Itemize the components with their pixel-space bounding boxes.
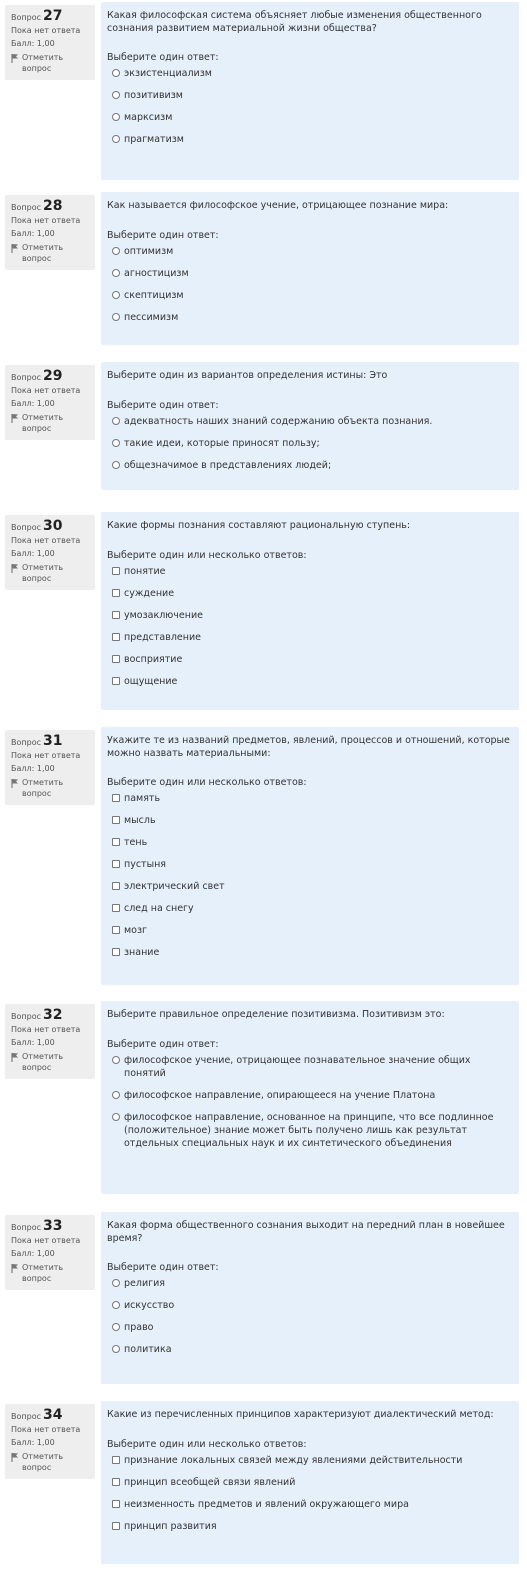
- question-grade: Балл: 1,00: [11, 39, 55, 48]
- answer-radio[interactable]: [112, 291, 120, 299]
- answer-label: понятие: [124, 566, 166, 577]
- answer-option[interactable]: [107, 1089, 511, 1102]
- answer-radio[interactable]: [112, 269, 120, 277]
- answer-checkbox[interactable]: [112, 1500, 120, 1508]
- question-number: 28: [42, 198, 63, 214]
- flag-question-link[interactable]: [11, 52, 90, 74]
- answer-label: философское учение, отрицающее познавательное значение общих понятий: [124, 1055, 471, 1079]
- question-info: [5, 515, 95, 590]
- question-grade: Балл: 1,00: [11, 1249, 55, 1258]
- question-number-row: [11, 1007, 90, 1023]
- answer-radio[interactable]: [112, 1345, 120, 1353]
- answer-option[interactable]: [107, 924, 511, 937]
- answer-radio[interactable]: [112, 439, 120, 447]
- answer-label: религия: [124, 1278, 166, 1289]
- answer-option[interactable]: [107, 459, 511, 472]
- answer-checkbox[interactable]: [112, 1522, 120, 1530]
- question-number-row: [11, 518, 90, 534]
- answer-option[interactable]: [107, 880, 511, 893]
- answer-label: скептицизм: [124, 290, 184, 301]
- answer-list: [107, 245, 511, 324]
- answer-radio[interactable]: [112, 69, 120, 77]
- question-info: [5, 1404, 95, 1479]
- question-block: [0, 362, 527, 490]
- question-info: [5, 365, 95, 440]
- answer-checkbox[interactable]: [112, 633, 120, 641]
- answer-option[interactable]: [107, 792, 511, 805]
- question-number: 32: [42, 1007, 63, 1023]
- answer-list: [107, 1277, 511, 1356]
- flag-label: Отметить вопрос: [22, 1263, 64, 1283]
- flag-label: Отметить вопрос: [22, 243, 64, 263]
- flag-question-link[interactable]: [11, 562, 90, 584]
- answer-label: такие идеи, которые приносят пользу;: [124, 438, 320, 449]
- answer-radio[interactable]: [112, 113, 120, 121]
- answer-option[interactable]: [107, 311, 511, 324]
- flag-icon: [11, 1052, 19, 1062]
- flag-icon: [11, 53, 19, 63]
- answer-label: ощущение: [124, 676, 178, 687]
- question-text: Какие из перечисленных принципов характеризуют диалектический метод:: [107, 1409, 494, 1420]
- answer-option[interactable]: [107, 1343, 511, 1356]
- question-block: [0, 727, 527, 985]
- answer-radio[interactable]: [112, 1323, 120, 1331]
- question-grade: Балл: 1,00: [11, 1438, 55, 1447]
- flag-question-link[interactable]: [11, 1451, 90, 1473]
- answer-checkbox[interactable]: [112, 611, 120, 619]
- question-grade: Балл: 1,00: [11, 549, 55, 558]
- answer-radio[interactable]: [112, 417, 120, 425]
- answer-radio[interactable]: [112, 461, 120, 469]
- question-text: Какие формы познания составляют рациональную ступень:: [107, 520, 411, 531]
- answer-label: электрический свет: [124, 881, 225, 892]
- answer-label: принцип развития: [124, 1521, 217, 1532]
- question-state: Пока нет ответа: [11, 1425, 81, 1434]
- question-content: [101, 1001, 519, 1194]
- flag-label: Отметить вопрос: [22, 778, 64, 798]
- question-number: 27: [42, 8, 63, 24]
- answer-option[interactable]: [107, 609, 511, 622]
- answer-option[interactable]: [107, 67, 511, 80]
- answer-label: экзистенциализм: [124, 68, 212, 79]
- answer-label: мысль: [124, 815, 156, 826]
- question-content: [101, 727, 519, 985]
- question-label: Вопрос: [11, 13, 41, 22]
- answer-option[interactable]: [107, 1454, 511, 1467]
- answer-label: пустыня: [124, 859, 167, 870]
- answer-label: политика: [124, 1344, 172, 1355]
- answer-option[interactable]: [107, 814, 511, 827]
- answer-checkbox[interactable]: [112, 838, 120, 846]
- question-number: 29: [42, 368, 63, 384]
- question-info: [5, 195, 95, 270]
- answer-label: искусство: [124, 1300, 175, 1311]
- question-state: Пока нет ответа: [11, 26, 81, 35]
- flag-question-link[interactable]: [11, 1051, 90, 1073]
- question-state: Пока нет ответа: [11, 536, 81, 545]
- question-number-row: [11, 1407, 90, 1423]
- question-number: 34: [42, 1407, 63, 1423]
- answer-list: [107, 67, 511, 146]
- answer-radio[interactable]: [112, 1056, 120, 1064]
- answer-label: право: [124, 1322, 154, 1333]
- answer-option[interactable]: [107, 111, 511, 124]
- answer-label: марксизм: [124, 112, 173, 123]
- answer-prompt: Выберите один ответ:: [107, 1039, 219, 1050]
- answer-checkbox[interactable]: [112, 589, 120, 597]
- question-info: [5, 1004, 95, 1079]
- answer-label: общезначимое в представлениях людей;: [124, 460, 332, 471]
- answer-label: мозг: [124, 925, 148, 936]
- question-content: [101, 1401, 519, 1564]
- flag-icon: [11, 1452, 19, 1462]
- question-info: [5, 730, 95, 805]
- flag-icon: [11, 778, 19, 788]
- answer-option[interactable]: [107, 1299, 511, 1312]
- answer-checkbox[interactable]: [112, 567, 120, 575]
- answer-list: [107, 415, 511, 472]
- answer-label: память: [124, 793, 161, 804]
- answer-label: умозаключение: [124, 610, 203, 621]
- answer-option[interactable]: [107, 858, 511, 871]
- answer-radio[interactable]: [112, 1279, 120, 1287]
- flag-label: Отметить вопрос: [22, 53, 64, 73]
- answer-radio[interactable]: [112, 1301, 120, 1309]
- question-block: [0, 1001, 527, 1194]
- answer-prompt: Выберите один или несколько ответов:: [107, 777, 307, 788]
- answer-checkbox[interactable]: [112, 816, 120, 824]
- answer-label: философское направление, основанное на принципе, что все подлинное (положительное) знание может быть получено лишь как результат отдельных специальных наук и их синтетического объединения: [124, 1112, 494, 1149]
- flag-question-link[interactable]: [11, 1262, 90, 1284]
- flag-icon: [11, 413, 19, 423]
- answer-option[interactable]: [107, 245, 511, 258]
- answer-option[interactable]: [107, 89, 511, 102]
- answer-prompt: Выберите один или несколько ответов:: [107, 550, 307, 561]
- answer-label: след на снегу: [124, 903, 194, 914]
- answer-option[interactable]: [107, 415, 511, 428]
- answer-label: принцип всеобщей связи явлений: [124, 1477, 296, 1488]
- answer-prompt: Выберите один ответ:: [107, 230, 219, 241]
- answer-option[interactable]: [107, 946, 511, 959]
- question-content: [101, 512, 519, 710]
- question-text: Выберите правильное определение позитивизма. Позитивизм это:: [107, 1009, 445, 1020]
- answer-option[interactable]: [107, 836, 511, 849]
- answer-list: [107, 565, 511, 688]
- question-number: 33: [42, 1218, 63, 1234]
- question-label: Вопрос: [11, 1012, 41, 1021]
- flag-question-link[interactable]: [11, 777, 90, 799]
- question-grade: Балл: 1,00: [11, 229, 55, 238]
- question-block: [0, 512, 527, 710]
- question-state: Пока нет ответа: [11, 1236, 81, 1245]
- answer-label: тень: [124, 837, 148, 848]
- question-grade: Балл: 1,00: [11, 399, 55, 408]
- question-content: [101, 192, 519, 345]
- answer-checkbox[interactable]: [112, 1478, 120, 1486]
- question-number: 30: [42, 518, 63, 534]
- answer-radio[interactable]: [112, 247, 120, 255]
- question-grade: Балл: 1,00: [11, 764, 55, 773]
- answer-prompt: Выберите один или несколько ответов:: [107, 1439, 307, 1450]
- question-text: Выберите один из вариантов определения истины: Это: [107, 370, 388, 381]
- answer-checkbox[interactable]: [112, 948, 120, 956]
- question-info: [5, 5, 95, 80]
- question-block: [0, 192, 527, 345]
- answer-option[interactable]: [107, 1520, 511, 1533]
- answer-label: суждение: [124, 588, 175, 599]
- question-block: [0, 1212, 527, 1384]
- answer-option[interactable]: [107, 1476, 511, 1489]
- answer-label: признание локальных связей между явлениями действительности: [124, 1455, 463, 1466]
- answer-label: философское направление, опирающееся на учение Платона: [124, 1090, 436, 1101]
- flag-icon: [11, 243, 19, 253]
- question-text: Какая философская система объясняет любые изменения общественного сознания развитием материальной жизни общества?: [107, 10, 482, 34]
- question-label: Вопрос: [11, 523, 41, 532]
- answer-radio[interactable]: [112, 313, 120, 321]
- answer-option[interactable]: [107, 1498, 511, 1511]
- answer-label: адекватность наших знаний содержанию объекта познания.: [124, 416, 433, 427]
- answer-option[interactable]: [107, 631, 511, 644]
- answer-label: знание: [124, 947, 160, 958]
- answer-radio[interactable]: [112, 135, 120, 143]
- question-text: Какая форма общественного сознания выходит на передний план в новейшее время?: [107, 1220, 505, 1244]
- flag-question-link[interactable]: [11, 242, 90, 264]
- answer-option[interactable]: [107, 675, 511, 688]
- question-state: Пока нет ответа: [11, 216, 81, 225]
- answer-list: [107, 1454, 511, 1533]
- question-grade: Балл: 1,00: [11, 1038, 55, 1047]
- answer-label: прагматизм: [124, 134, 184, 145]
- answer-checkbox[interactable]: [112, 882, 120, 890]
- answer-checkbox[interactable]: [112, 904, 120, 912]
- answer-option[interactable]: [107, 437, 511, 450]
- answer-option[interactable]: [107, 1277, 511, 1290]
- answer-checkbox[interactable]: [112, 677, 120, 685]
- answer-list: [107, 1054, 511, 1150]
- answer-label: позитивизм: [124, 90, 183, 101]
- question-block: [0, 2, 527, 180]
- question-state: Пока нет ответа: [11, 386, 81, 395]
- answer-option[interactable]: [107, 133, 511, 146]
- answer-radio[interactable]: [112, 1091, 120, 1099]
- question-label: Вопрос: [11, 1412, 41, 1421]
- answer-option[interactable]: [107, 565, 511, 578]
- question-text: Укажите те из названий предметов, явлений, процессов и отношений, которые можно назвать материальными:: [107, 735, 510, 759]
- answer-label: оптимизм: [124, 246, 174, 257]
- answer-option[interactable]: [107, 289, 511, 302]
- answer-label: неизменность предметов и явлений окружающего мира: [124, 1499, 409, 1510]
- flag-icon: [11, 1263, 19, 1273]
- answer-option[interactable]: [107, 267, 511, 280]
- flag-label: Отметить вопрос: [22, 413, 64, 433]
- answer-option[interactable]: [107, 1054, 511, 1080]
- answer-option[interactable]: [107, 587, 511, 600]
- question-content: [101, 2, 519, 180]
- flag-question-link[interactable]: [11, 412, 90, 434]
- question-label: Вопрос: [11, 203, 41, 212]
- answer-label: агностицизм: [124, 268, 189, 279]
- question-number-row: [11, 8, 90, 24]
- answer-label: восприятие: [124, 654, 183, 665]
- answer-option[interactable]: [107, 1321, 511, 1334]
- answer-option[interactable]: [107, 653, 511, 666]
- question-label: Вопрос: [11, 1223, 41, 1232]
- answer-checkbox[interactable]: [112, 860, 120, 868]
- question-number-row: [11, 733, 90, 749]
- answer-checkbox[interactable]: [112, 1456, 120, 1464]
- question-text: Как называется философское учение, отрицающее познание мира:: [107, 200, 449, 211]
- question-number: 31: [42, 733, 63, 749]
- answer-prompt: Выберите один ответ:: [107, 400, 219, 411]
- answer-prompt: Выберите один ответ:: [107, 1262, 219, 1273]
- answer-option[interactable]: [107, 1111, 511, 1150]
- question-label: Вопрос: [11, 738, 41, 747]
- flag-label: Отметить вопрос: [22, 1452, 64, 1472]
- question-number-row: [11, 198, 90, 214]
- answer-option[interactable]: [107, 902, 511, 915]
- question-content: [101, 362, 519, 490]
- question-block: [0, 1401, 527, 1564]
- flag-icon: [11, 563, 19, 573]
- question-state: Пока нет ответа: [11, 1025, 81, 1034]
- answer-checkbox[interactable]: [112, 794, 120, 802]
- answer-radio[interactable]: [112, 91, 120, 99]
- answer-label: пессимизм: [124, 312, 179, 323]
- question-number-row: [11, 1218, 90, 1234]
- flag-label: Отметить вопрос: [22, 1052, 64, 1072]
- question-label: Вопрос: [11, 373, 41, 382]
- question-content: [101, 1212, 519, 1384]
- answer-checkbox[interactable]: [112, 926, 120, 934]
- answer-list: [107, 792, 511, 959]
- question-state: Пока нет ответа: [11, 751, 81, 760]
- answer-radio[interactable]: [112, 1113, 120, 1121]
- flag-label: Отметить вопрос: [22, 563, 64, 583]
- answer-checkbox[interactable]: [112, 655, 120, 663]
- answer-label: представление: [124, 632, 201, 643]
- answer-prompt: Выберите один ответ:: [107, 52, 219, 63]
- question-number-row: [11, 368, 90, 384]
- question-info: [5, 1215, 95, 1290]
